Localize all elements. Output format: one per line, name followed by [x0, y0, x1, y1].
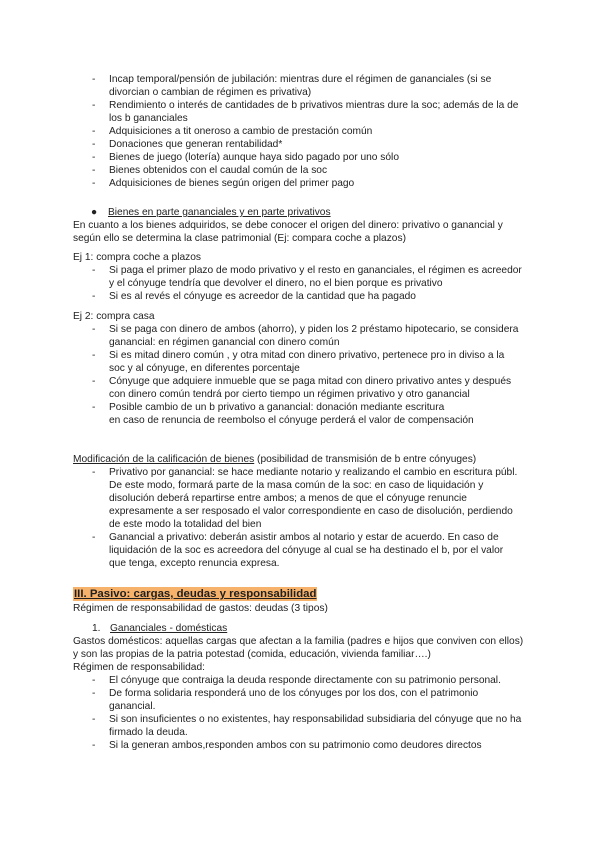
list-item: - Si es al revés el cónyuge es acreedor de la cantidad que ha pagado: [92, 290, 522, 303]
section-title: III. Pasivo: cargas, deudas y responsabilidad: [74, 588, 317, 600]
bullet-icon: ●: [91, 207, 98, 218]
list-item: - Si son insuficientes o no existentes, hay responsabilidad subsidiaria del cónyuge que no ha firmado la deuda.: [92, 713, 522, 739]
modification-heading: [73, 453, 476, 466]
intro-paragraph: En cuanto a los bienes adquiridos, se debe conocer el origen del dinero: privativo o ganancial y según ello se determina la clase patrimonial (Ej: compara coche a plazos): [73, 220, 503, 244]
responsibility-list: [92, 674, 522, 752]
modification-list: [92, 466, 522, 570]
list-item: - Posible cambio de un b privativo a ganancial: donación mediante escritura en caso de renuncia de reembolso el cónyuge perderá el valor de compensación: [92, 401, 522, 427]
list-item: - El cónyuge que contraiga la deuda responde directamente con su patrimonio personal.: [92, 674, 522, 687]
list-item: - De forma solidaria responderá uno de los cónyuges por los dos, con el patrimonio ganancial.: [92, 687, 522, 713]
example-1-list: [92, 264, 522, 303]
list-item: - Si se paga con dinero de ambos (ahorro), y piden los 2 préstamo hipotecario, se considera ganancial: en régimen ganancial con dinero común: [92, 323, 522, 349]
numbered-heading: [92, 622, 227, 635]
list-item: - Adquisiciones a tit oneroso a cambio de prestación común: [92, 125, 522, 138]
list-item: - Si la generan ambos,responden ambos con su patrimonio como deudores directos: [92, 739, 522, 752]
bullet-heading-text: Bienes en parte gananciales y en parte privativos: [108, 207, 331, 218]
list-item: - Donaciones que generan rentabilidad*: [92, 138, 522, 151]
list-item: - Si paga el primer plazo de modo privativo y el resto en gananciales, el régimen es acreedor y el cónyuge tendría que devolver el dinero, no el bien porque es privativo: [92, 264, 522, 290]
list-item: - Bienes obtenidos con el caudal común de la soc: [92, 164, 522, 177]
gastos-paragraph: Gastos domésticos: aquellas cargas que afectan a la familia (padres e hijos que conviven con ellos) y son las propias de la patria potestad (comida, educación, vivienda familiar….): [73, 636, 524, 660]
heading-number: 1.: [92, 623, 101, 634]
gananciales-list: [92, 73, 522, 190]
example-1-title: Ej 1: compra coche a plazos: [73, 252, 201, 263]
example-2-list: [92, 323, 522, 427]
list-item: - Ganancial a privativo: deberán asistir ambos al notario y estar de acuerdo. En caso de liquidación de la soc es acreedora del cónyuge al cual se ha destinado el b, por el valor que tenga, excepto renuncia expresa.: [92, 531, 522, 570]
list-item: - Cónyuge que adquiere inmueble que se paga mitad con dinero privativo antes y después con dinero común tendrá por cierto tiempo un régimen privativo y otro ganancial: [92, 375, 522, 401]
list-item: - Adquisiciones de bienes según origen del primer pago: [92, 177, 522, 190]
list-item: - Rendimiento o interés de cantidades de b privativos mientras dure la soc; además de la de los b gananciales: [92, 99, 522, 125]
bullet-heading: [91, 206, 331, 219]
section-subtitle: Régimen de responsabilidad de gastos: deudas (3 tipos): [73, 603, 328, 614]
modification-title: Modificación de la calificación de bienes: [73, 454, 255, 465]
heading-text: Gananciales - domésticas: [110, 623, 228, 634]
list-item: - Privativo por ganancial: se hace mediante notario y realizando el cambio en escritura públ. De este modo, formará parte de la masa común de la soc: en caso de liquidación y disolución deberá repartirse entre ambos; a menos de que el cónyuge renuncie expresamente a ser resposado el valor correspondiente en caso de disolución, perdiendo de este modo la totalidad del bien: [92, 466, 522, 531]
list-item: - Si es mitad dinero común , y otra mitad con dinero privativo, pertenece pro in diviso a la soc y al cónyuge, en diferentes porcentaje: [92, 349, 522, 375]
list-item: - Bienes de juego (lotería) aunque haya sido pagado por uno sólo: [92, 151, 522, 164]
example-2-title: Ej 2: compra casa: [73, 311, 155, 322]
modification-subtitle: (posibilidad de transmisión de b entre cónyuges): [254, 454, 477, 465]
list-item: - Incap temporal/pensión de jubilación: mientras dure el régimen de gananciales (si se divorcian o cambian de régimen es privativa): [92, 73, 522, 99]
regimen-label: Régimen de responsabilidad:: [73, 662, 205, 673]
